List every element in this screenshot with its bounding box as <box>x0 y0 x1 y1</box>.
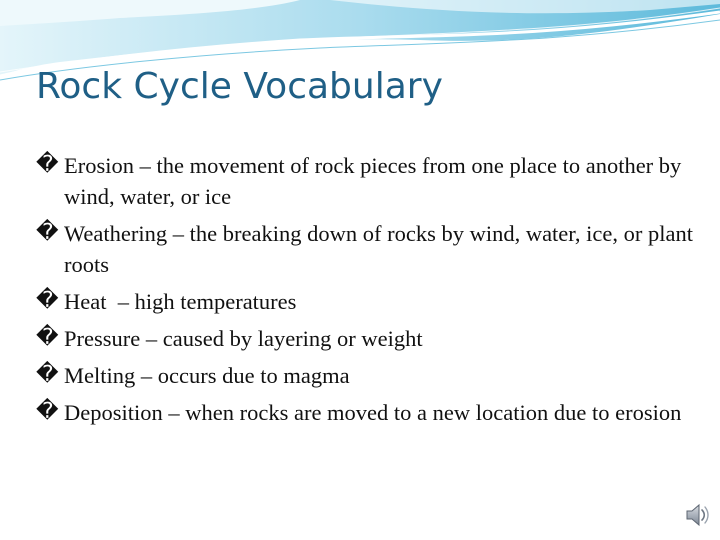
list-item <box>36 150 696 212</box>
bullet-icon: � <box>36 288 59 313</box>
list-item <box>36 397 696 428</box>
bullet-text: Weathering – the breaking down of rocks by wind, water, ice, or plant roots <box>64 221 693 277</box>
vocabulary-list <box>36 150 696 434</box>
speaker-icon[interactable] <box>684 502 710 528</box>
list-item <box>36 286 696 317</box>
slide-title: Rock Cycle Vocabulary <box>36 66 443 107</box>
bullet-icon: � <box>36 399 59 424</box>
list-item <box>36 360 696 391</box>
bullet-text: Pressure – caused by layering or weight <box>64 326 423 351</box>
bullet-icon: � <box>36 325 59 350</box>
bullet-text: Deposition – when rocks are moved to a new location due to erosion <box>64 400 682 425</box>
bullet-icon: � <box>36 362 59 387</box>
bullet-text: Melting – occurs due to magma <box>64 363 350 388</box>
bullet-text: Erosion – the movement of rock pieces from one place to another by wind, water, or ice <box>64 153 682 209</box>
list-item <box>36 218 696 280</box>
bullet-icon: � <box>36 220 59 245</box>
list-item <box>36 323 696 354</box>
bullet-text: Heat – high temperatures <box>64 289 297 314</box>
bullet-icon: � <box>36 152 59 177</box>
